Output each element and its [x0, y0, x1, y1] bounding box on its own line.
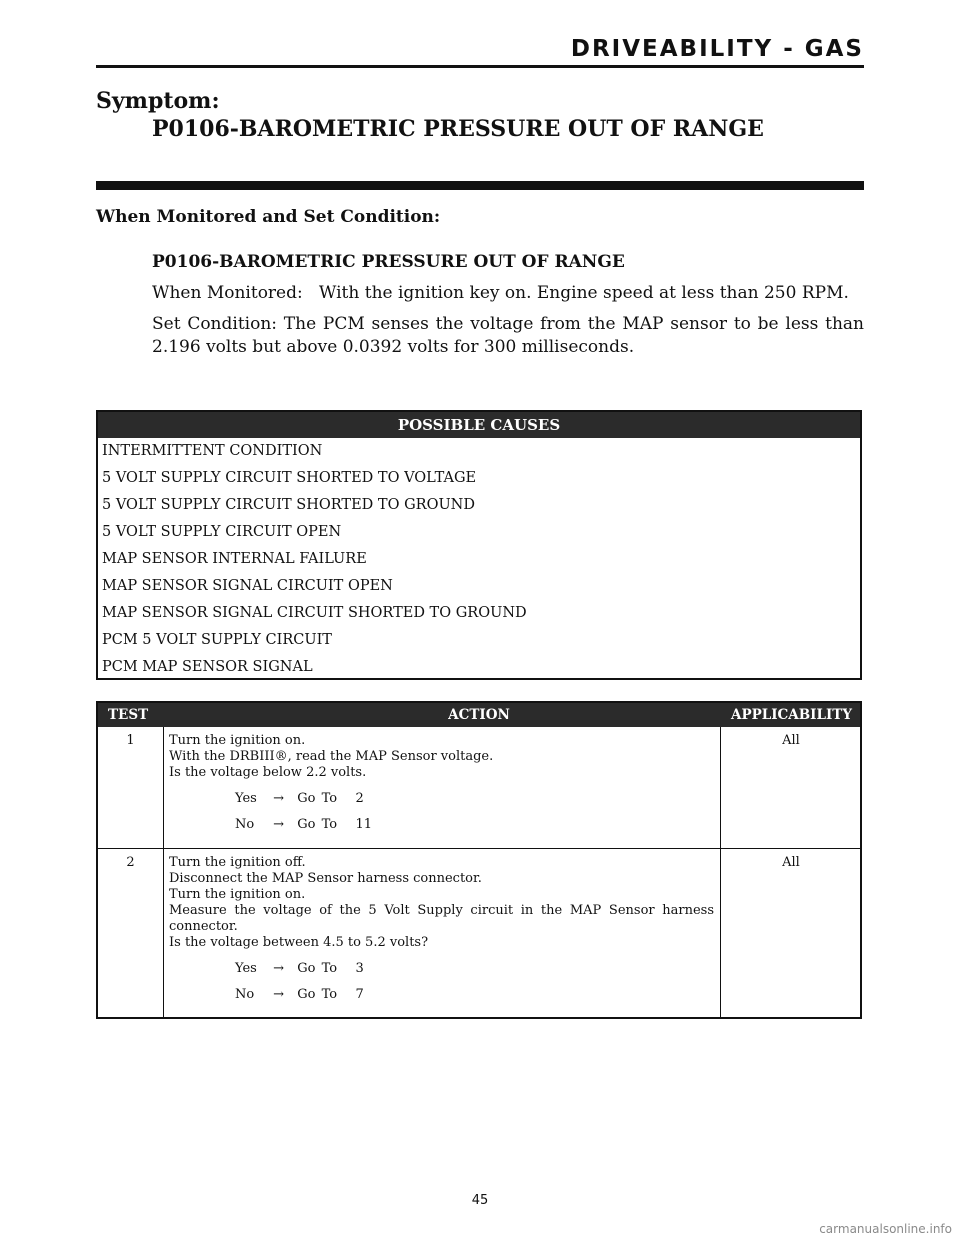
- monitored-code: P0106-BAROMETRIC PRESSURE OUT OF RANGE: [152, 252, 625, 272]
- test-number: 1: [98, 727, 164, 848]
- cause-item: 5 VOLT SUPPLY CIRCUIT OPEN: [102, 524, 342, 540]
- answer-yes: Yes: [235, 791, 257, 806]
- test-applicability: All: [782, 733, 800, 748]
- cause-item: 5 VOLT SUPPLY CIRCUIT SHORTED TO VOLTAGE: [102, 470, 477, 486]
- header-test: TEST: [108, 707, 149, 723]
- test-action: [165, 849, 721, 1017]
- goto-yes: [169, 961, 714, 977]
- test-table: [96, 701, 862, 1019]
- arrow-icon: →: [273, 987, 285, 1002]
- arrow-icon: →: [273, 961, 285, 976]
- cause-item: MAP SENSOR SIGNAL CIRCUIT OPEN: [102, 578, 393, 594]
- action-step: Measure the voltage of the 5 Volt Supply circuit in the MAP Sensor harness connector.: [169, 903, 714, 934]
- goto-target: Go To 7: [297, 987, 364, 1002]
- cause-item: PCM MAP SENSOR SIGNAL: [102, 659, 313, 675]
- goto-target: Go To 11: [297, 817, 373, 832]
- page-number: 45: [471, 1193, 489, 1208]
- test-action: [165, 727, 721, 848]
- action-step: Disconnect the MAP Sensor harness connector.: [169, 871, 482, 886]
- symptom-title: P0106-BAROMETRIC PRESSURE OUT OF RANGE: [152, 116, 764, 142]
- answer-no: No: [235, 987, 255, 1002]
- test-table-header: [98, 703, 860, 727]
- answer-yes: Yes: [235, 961, 257, 976]
- header-applicability: APPLICABILITY: [730, 707, 852, 723]
- action-step: Is the voltage between 4.5 to 5.2 volts?: [169, 935, 429, 950]
- header-action: ACTION: [448, 707, 510, 723]
- goto-no: [169, 817, 714, 833]
- symptom-label: Symptom:: [96, 88, 220, 114]
- goto-target: Go To 2: [297, 791, 364, 806]
- table-row: [98, 727, 860, 849]
- test-number: 2: [98, 849, 164, 1017]
- test-applicability: All: [782, 855, 800, 870]
- arrow-icon: →: [273, 791, 285, 806]
- action-step: With the DRBIII®, read the MAP Sensor voltage.: [169, 749, 494, 764]
- cause-item: 5 VOLT SUPPLY CIRCUIT SHORTED TO GROUND: [102, 497, 475, 513]
- table-row: [98, 849, 860, 1017]
- goto-yes: [169, 791, 714, 807]
- cause-item: PCM 5 VOLT SUPPLY CIRCUIT: [102, 632, 332, 648]
- goto-no: [169, 987, 714, 1003]
- when-monitored-text: When Monitored: With the ignition key on. Engine speed at less than 250 RPM.: [152, 283, 849, 303]
- watermark: carmanualsonline.info: [819, 1222, 952, 1236]
- monitored-heading: When Monitored and Set Condition:: [96, 207, 441, 227]
- header-rule: [96, 65, 864, 68]
- action-step: Is the voltage below 2.2 volts.: [169, 765, 367, 780]
- section-divider: [96, 181, 864, 190]
- set-condition-text: Set Condition: The PCM senses the voltage from the MAP sensor to be less than 2.196 volts but above 0.0392 volts for 300 milliseconds.: [152, 314, 864, 357]
- answer-no: No: [235, 817, 255, 832]
- possible-causes-box: [96, 410, 862, 680]
- cause-item: MAP SENSOR SIGNAL CIRCUIT SHORTED TO GROUND: [102, 605, 527, 621]
- action-step: Turn the ignition on.: [169, 887, 306, 902]
- action-step: Turn the ignition on.: [169, 733, 306, 748]
- action-step: Turn the ignition off.: [169, 855, 306, 870]
- arrow-icon: →: [273, 817, 285, 832]
- goto-target: Go To 3: [297, 961, 364, 976]
- page-header-title: DRIVEABILITY - GAS: [570, 36, 864, 62]
- cause-item: MAP SENSOR INTERNAL FAILURE: [102, 551, 367, 567]
- possible-causes-header: POSSIBLE CAUSES: [98, 412, 860, 438]
- cause-item: INTERMITTENT CONDITION: [102, 443, 323, 459]
